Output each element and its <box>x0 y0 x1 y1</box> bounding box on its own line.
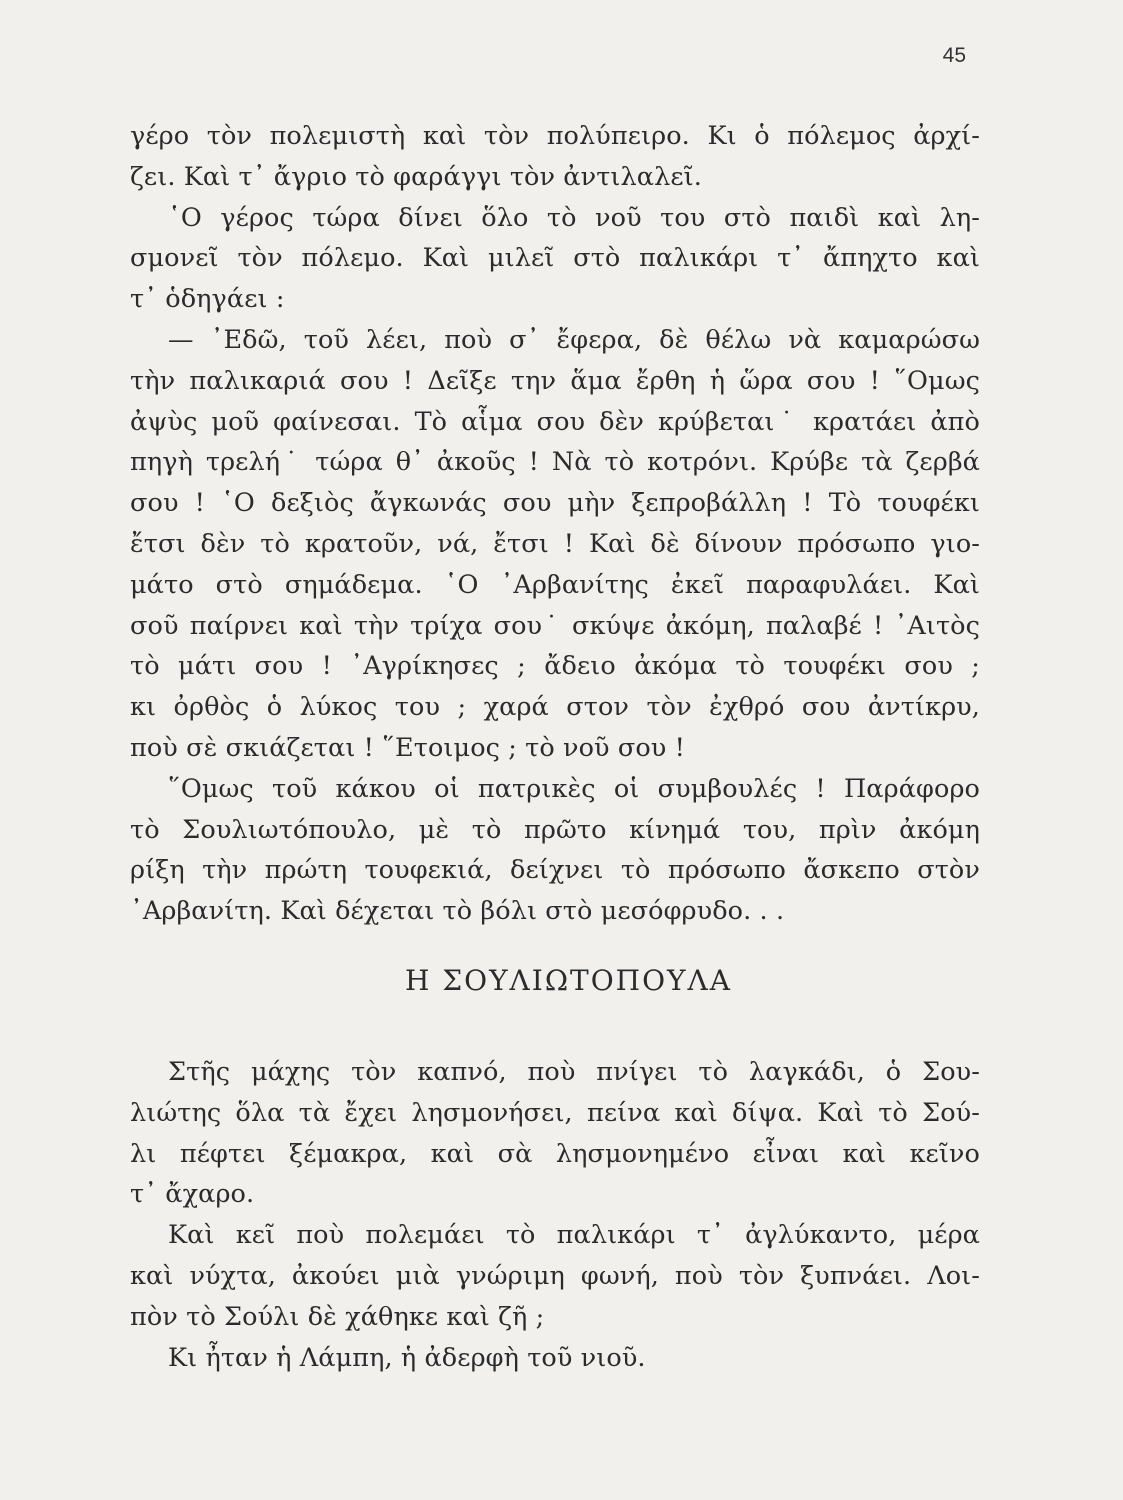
text-line: ποὺ σὲ σκιάζεται ! ῞Ετοιμος ; τὸ νοῦ σου ! <box>130 732 685 763</box>
text-line: τ᾽ ἄχαρο. <box>130 1179 255 1210</box>
text-line: ἀψὺς μοῦ φαίνεσαι. Τὸ αἷμα σου δὲν κρύβεται˙ κρατάει ἀπὸ <box>130 406 980 437</box>
text-line: ζει. Καὶ τ᾽ ἄγριο τὸ φαράγγι τὸν ἀντιλαλεῖ. <box>130 161 702 192</box>
text-section-2 <box>130 1052 980 1378</box>
text-line: — ᾽Εδῶ, τοῦ λέει, ποὺ σ᾽ ἔφερα, δὲ θέλω νὰ καμαρώσω <box>168 324 980 355</box>
text-line: Στῆς μάχης τὸν καπνό, ποὺ πνίγει τὸ λαγκάδι, ὁ Σου- <box>168 1057 980 1087</box>
text-line: κι ὀρθὸς ὁ λύκος του ; χαρά στον τὸν ἐχθρό σου ἀντίκρυ, <box>130 692 980 723</box>
text-line: λι πέφτει ξέμακρα, καὶ σὰ λησμονημένο εἶναι καὶ κεῖνο <box>130 1138 980 1169</box>
chapter-heading: Η ΣΟΥΛΙΩΤΟΠΟΥΛΑ <box>405 964 732 997</box>
text-line: πὸν τὸ Σούλι δὲ χάθηκε καὶ ζῆ ; <box>130 1301 545 1332</box>
text-line: πηγὴ τρελή˙ τώρα θ᾽ ἀκοῦς ! Νὰ τὸ κοτρόνι. Κρύβε τὰ ζερβά <box>130 447 980 478</box>
text-line: τὴν παλικαριά σου ! Δεῖξε την ἅμα ἔρθη ἡ ὥρα σου ! ῞Ομως <box>130 365 980 396</box>
text-line: μάτο στὸ σημάδεμα. ῾Ο ᾽Αρβανίτης ἐκεῖ παραφυλάει. Καὶ <box>130 569 980 600</box>
text-line: καὶ νύχτα, ἀκούει μιὰ γνώριμη φωνή, ποὺ τὸν ξυπνάει. Λοι- <box>130 1260 980 1291</box>
page-number: 45 <box>942 44 966 67</box>
text-line: λιώτης ὅλα τὰ ἔχει λησμονήσει, πείνα καὶ δίψα. Καὶ τὸ Σού- <box>130 1097 980 1128</box>
text-line: Κι ἦταν ἡ Λάμπη, ἡ ἀδερφὴ τοῦ νιοῦ. <box>168 1342 646 1373</box>
text-line: τὸ μάτι σου ! ᾽Αγρίκησες ; ἄδειο ἀκόμα τὸ τουφέκι σου ; <box>130 651 980 682</box>
text-line: τὸ Σουλιωτόπουλο, μὲ τὸ πρῶτο κίνημά του, πρὶν ἀκόμη <box>130 814 980 845</box>
text-line: ἔτσι δὲν τὸ κρατοῦν, νά, ἔτσι ! Καὶ δὲ δίνουν πρόσωπο γιο- <box>130 528 980 559</box>
text-line: ῞Ομως τοῦ κάκου οἱ πατρικὲς οἱ συμβουλές ! Παράφορο <box>168 773 980 804</box>
text-line: ᾽Αρβανίτη. Καὶ δέχεται τὸ βόλι στὸ μεσόφρυδο. . . <box>130 896 785 927</box>
text-line: γέρο τὸν πολεμιστὴ καὶ τὸν πολύπειρο. Κι ὁ πόλεμος ἀρχί- <box>130 121 980 151</box>
text-section-1 <box>130 116 980 932</box>
text-line: ρίξη τὴν πρώτη τουφεκιά, δείχνει τὸ πρόσωπο ἄσκεπο στὸν <box>130 855 980 886</box>
text-line: τ᾽ ὁδηγάει : <box>130 284 285 315</box>
text-line: σμονεῖ τὸν πόλεμο. Καὶ μιλεῖ στὸ παλικάρι τ᾽ ἄπηχτο καὶ <box>130 243 980 274</box>
text-line: Καὶ κεῖ ποὺ πολεμάει τὸ παλικάρι τ᾽ ἀγλύκαντο, μέρα <box>168 1220 980 1251</box>
text-line: σοῦ παίρνει καὶ τὴν τρίχα σου˙ σκύψε ἀκόμη, παλαβέ ! ᾽Αιτὸς <box>130 610 980 641</box>
text-line: ῾Ο γέρος τώρα δίνει ὅλο τὸ νοῦ του στὸ παιδὶ καὶ λη- <box>168 202 980 233</box>
text-line: σου ! ῾Ο δεξιὸς ἄγκωνάς σου μὴν ξεπροβάλλη ! Τὸ τουφέκι <box>130 488 980 519</box>
